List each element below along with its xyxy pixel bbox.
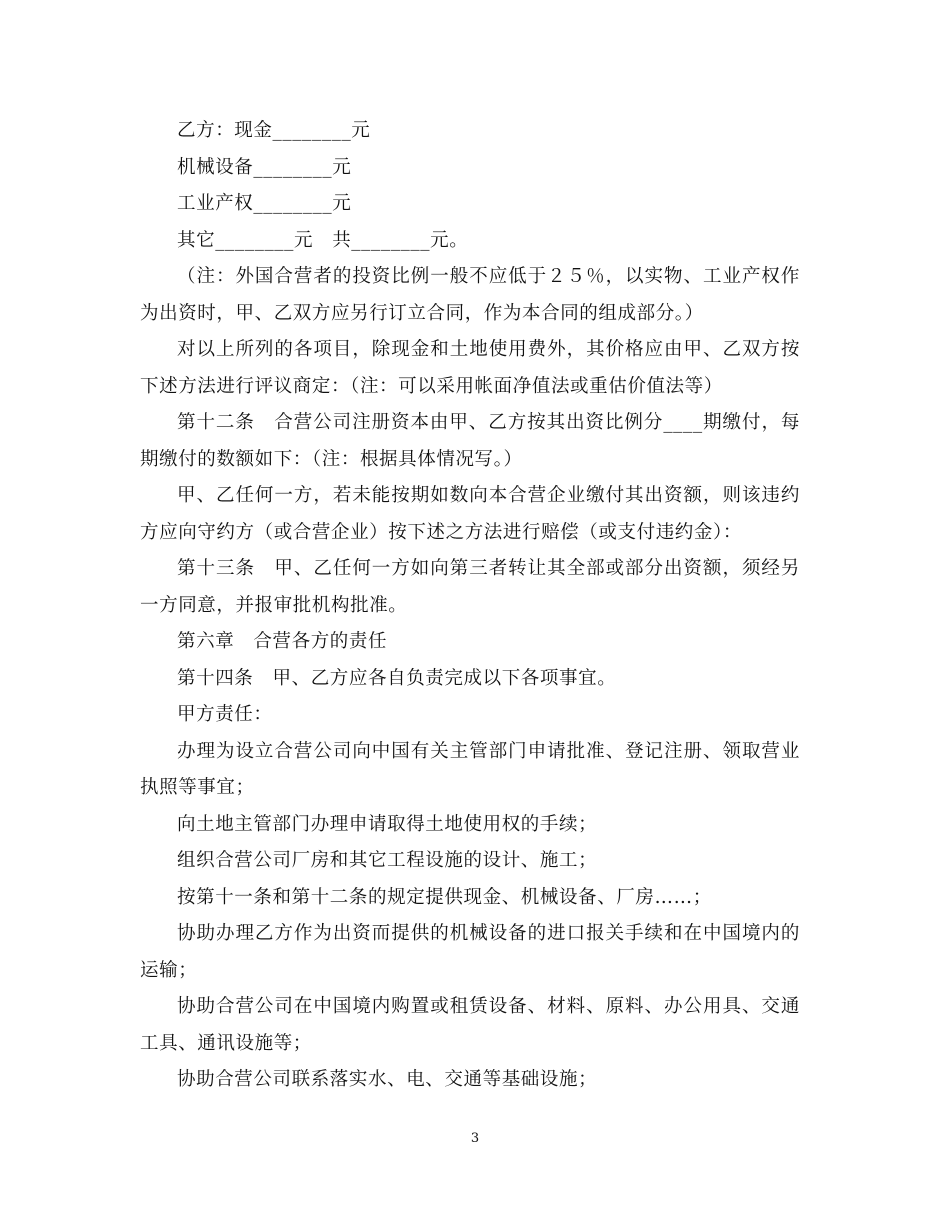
list-item-procurement: 协助合营公司在中国境内购置或租赁设备、材料、原料、办公用具、交通工具、通讯设施等； — [140, 996, 800, 1054]
paragraph-machinery: 机械设备________元 — [177, 156, 352, 178]
paragraph-party-b-cash: 乙方：现金________元 — [177, 120, 371, 141]
chapter-heading-6: 第六章 合营各方的责任 — [177, 631, 388, 652]
paragraph-article-13: 第十三条 甲、乙任何一方如向第三者转让其全部或部分出资额，须经另一方同意，并报审批机构批准。 — [140, 558, 800, 616]
list-item-contribution: 按第十一条和第十二条的规定提供现金、机械设备、厂房……； — [177, 886, 712, 908]
paragraph-other-total: 其它________元 共________元。 — [177, 229, 469, 251]
paragraph-default-compensation: 甲、乙任何一方，若未能按期如数向本合营企业缴付其出资额，则该违约方应向守约方（或合营企业）按下述之方法进行赔偿（或支付违约金）： — [140, 485, 800, 543]
paragraph-party-a-duties: 甲方责任： — [177, 704, 273, 725]
paragraph-article-14: 第十四条 甲、乙方应各自负责完成以下各项事宜。 — [177, 667, 617, 689]
list-item-import-customs: 协助办理乙方作为出资而提供的机械设备的进口报关手续和在中国境内的运输； — [140, 923, 800, 981]
list-item-land-use: 向土地主管部门办理申请取得土地使用权的手续； — [177, 813, 598, 835]
page-number: 3 — [470, 1131, 480, 1146]
contract-body — [140, 113, 800, 1099]
paragraph-note-foreign-investment: （注：外国合营者的投资比例一般不应低于２５％，以实物、工业产权作为出资时，甲、乙双方应另行订立合同，作为本合同的组成部分。） — [140, 266, 800, 324]
list-item-infrastructure: 协助合营公司联系落实水、电、交通等基础设施； — [177, 1069, 598, 1090]
list-item-construction: 组织合营公司厂房和其它工程设施的设计、施工； — [177, 850, 598, 871]
paragraph-industrial-property: 工业产权________元 — [177, 193, 352, 214]
list-item-registration: 办理为设立合营公司向中国有关主管部门申请批准、登记注册、领取营业执照等事宜； — [140, 740, 800, 798]
paragraph-article-12: 第十二条 合营公司注册资本由甲、乙方按其出资比例分____期缴付，每期缴付的数额如下：（注：根据具体情况写。） — [140, 412, 800, 470]
paragraph-valuation-method: 对以上所列的各项目，除现金和土地使用费外，其价格应由甲、乙双方按下述方法进行评议商定：（注：可以采用帐面净值法或重估价值法等） — [140, 339, 800, 397]
